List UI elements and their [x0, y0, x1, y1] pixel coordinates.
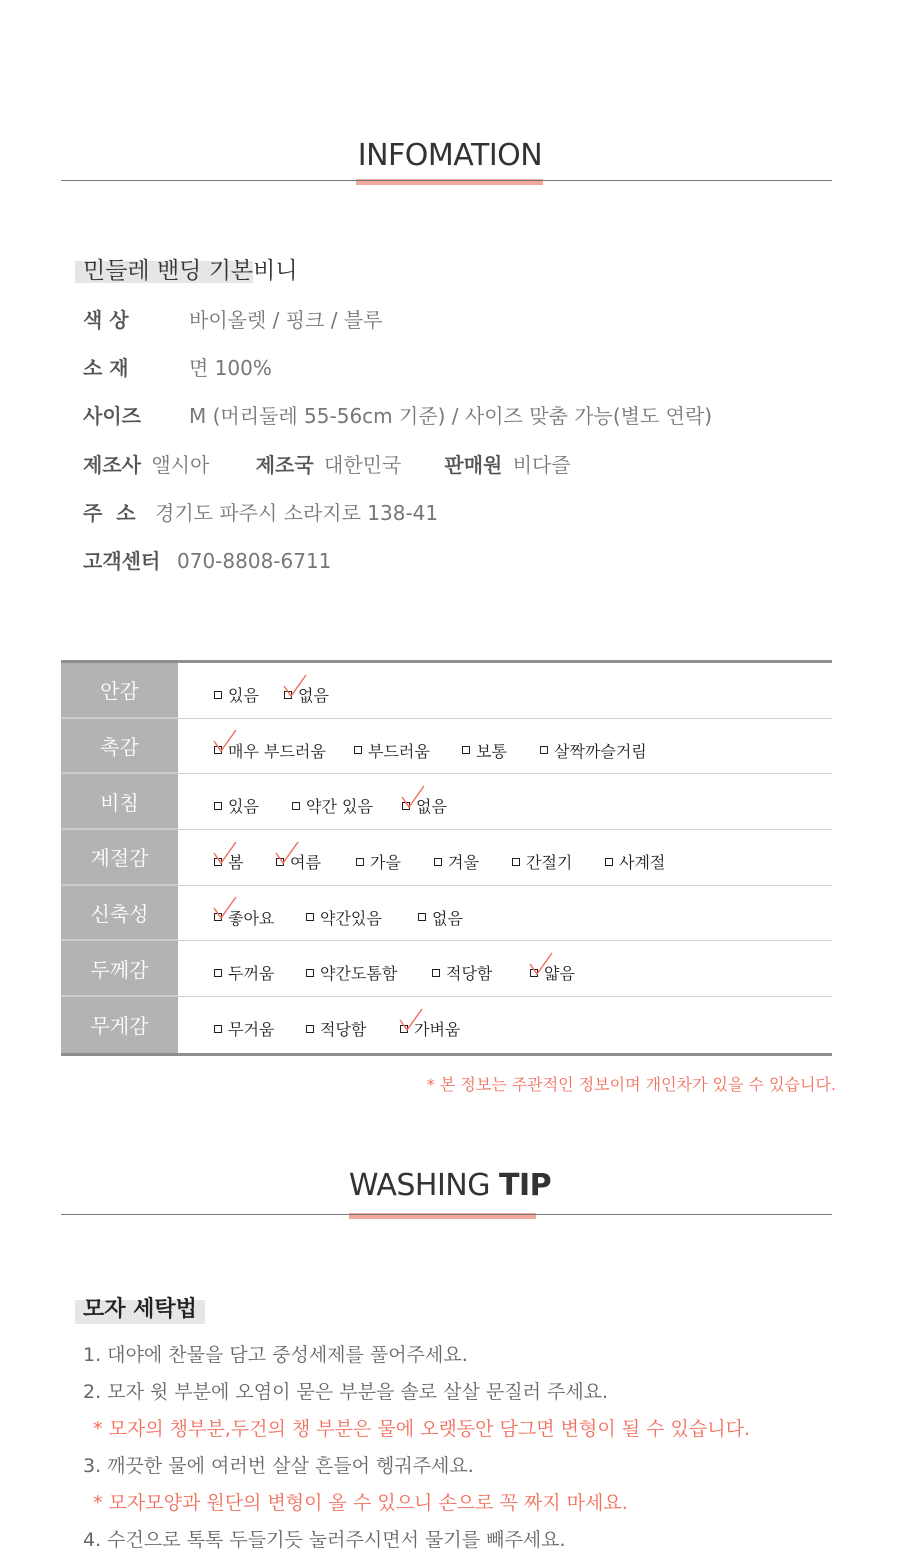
maker-label: 제조사 [83, 453, 141, 477]
spec-row [61, 774, 832, 830]
spec-row-options [178, 774, 832, 829]
spec-option-label: 무거움 [228, 1020, 275, 1040]
material-label: 소 재 [83, 356, 129, 380]
spec-table [61, 660, 832, 1056]
spec-row-options [178, 886, 832, 941]
size-value: M (머리둘레 55-56cm 기준) / 사이즈 맞춤 가능(별도 연락) [189, 404, 713, 428]
spec-row-label: 촉감 [61, 719, 178, 774]
spec-option [462, 739, 507, 762]
checkbox-icon [306, 913, 314, 921]
service-label: 고객센터 [83, 549, 161, 573]
washing-step: 3. 깨끗한 물에 여러번 살살 흔들어 헹궈주세요. [83, 1455, 474, 1477]
spec-row [61, 997, 832, 1053]
spec-row-options [178, 941, 832, 996]
check-mark-icon [401, 785, 425, 811]
spec-option [214, 683, 259, 706]
check-mark-icon [529, 952, 553, 978]
spec-row-label: 두께감 [61, 941, 178, 996]
color-value: 바이올렛 / 핑크 / 블루 [189, 308, 383, 332]
info-section-title: INFOMATION [357, 138, 543, 173]
checkbox-icon [306, 969, 314, 977]
spec-option-label: 사계절 [619, 853, 666, 873]
spec-row-label: 계절감 [61, 830, 178, 885]
spec-row-options [178, 663, 832, 718]
info-row-address [83, 497, 438, 526]
washing-title-word: WASHING [348, 1168, 490, 1203]
product-name: 민들레 밴딩 기본비니 [83, 258, 298, 284]
spec-option [418, 906, 463, 929]
spec-option [512, 850, 572, 873]
washing-step: 2. 모자 윗 부분에 오염이 묻은 부분을 솔로 살살 문질러 주세요. [83, 1381, 609, 1403]
spec-option-label: 부드러움 [368, 741, 430, 761]
checkbox-icon [306, 1025, 314, 1033]
spec-option [214, 739, 326, 762]
seller-label: 판매원 [444, 453, 503, 477]
spec-row-label: 신축성 [61, 886, 178, 941]
spec-option-label: 가벼움 [414, 1020, 461, 1040]
spec-option-label: 있음 [228, 797, 259, 817]
checked-box-icon [284, 691, 292, 699]
spec-option-label: 있음 [228, 686, 259, 705]
spec-option-label: 매우 부드러움 [228, 741, 326, 761]
spec-row [61, 941, 832, 997]
spec-option [356, 850, 401, 873]
spec-row [61, 830, 832, 886]
checkbox-icon [462, 746, 470, 754]
checkbox-icon [356, 858, 364, 866]
spec-option [605, 850, 665, 873]
spec-option [306, 961, 397, 984]
country-value: 대한민국 [324, 453, 402, 477]
spec-option [306, 1017, 366, 1040]
checkbox-icon [605, 858, 613, 866]
spec-option [214, 961, 274, 984]
washing-heading: 모자 세탁법 [83, 1297, 197, 1322]
washing-warning: * 모자의 챙부분,두건의 챙 부분은 물에 오랫동안 담그면 변형이 될 수 있습니다. [93, 1418, 750, 1440]
checkbox-icon [434, 858, 442, 866]
spec-option-label: 적당함 [446, 964, 493, 984]
checkbox-icon [418, 913, 426, 921]
spec-option [434, 850, 479, 873]
check-mark-icon [213, 896, 237, 922]
spec-note: * 본 정보는 주관적인 정보이며 개인차가 있을 수 있습니다. [426, 1075, 836, 1094]
spec-option [306, 906, 382, 929]
country-label: 제조국 [255, 453, 314, 477]
spec-option-label: 간절기 [526, 853, 573, 873]
check-mark-icon [399, 1008, 423, 1034]
washing-step: 1. 대야에 찬물을 담고 중성세제를 풀어주세요. [83, 1344, 468, 1366]
checkbox-icon [540, 746, 548, 754]
spec-row-options [178, 830, 832, 885]
spec-option [284, 683, 329, 706]
address-label: 주 소 [83, 501, 136, 525]
spec-option [354, 739, 430, 762]
spec-option [292, 794, 373, 817]
info-row-service [83, 545, 331, 574]
spec-option [530, 961, 575, 984]
info-row-color [83, 304, 382, 333]
spec-option-label: 적당함 [320, 1020, 367, 1040]
spec-row [61, 663, 832, 719]
spec-option-label: 없음 [432, 908, 463, 928]
spec-option [214, 794, 259, 817]
washing-step: 4. 수건으로 톡톡 두들기듯 눌러주시면서 물기를 빼주세요. [83, 1529, 566, 1551]
checked-box-icon [276, 858, 284, 866]
checked-box-icon [214, 746, 222, 754]
spec-row-label: 무게감 [61, 997, 178, 1053]
spec-option-label: 살짝까슬거림 [554, 741, 647, 761]
spec-option-label: 약간 있음 [306, 797, 373, 817]
checked-box-icon [402, 802, 410, 810]
spec-option-label: 없음 [298, 686, 329, 705]
spec-row [61, 886, 832, 942]
checkbox-icon [214, 691, 222, 699]
spec-option [214, 906, 274, 929]
spec-option [214, 1017, 274, 1040]
size-label: 사이즈 [83, 404, 141, 428]
spec-option-label: 좋아요 [228, 908, 275, 928]
spec-option-label: 가을 [370, 853, 401, 873]
spec-option-label: 두꺼움 [228, 964, 275, 984]
spec-row [61, 719, 832, 775]
info-title-divider [61, 180, 832, 181]
washing-warning: * 모자모양과 원단의 변형이 올 수 있으니 손으로 꼭 짜지 마세요. [93, 1492, 628, 1514]
checkbox-icon [214, 1025, 222, 1033]
info-row-size [83, 400, 712, 429]
checkbox-icon [292, 802, 300, 810]
checked-box-icon [400, 1025, 408, 1033]
spec-row-options [178, 719, 832, 774]
spec-row-options [178, 997, 832, 1053]
service-value: 070-8808-6711 [177, 549, 332, 573]
checked-box-icon [214, 858, 222, 866]
spec-option-label: 여름 [290, 853, 321, 873]
checkbox-icon [214, 969, 222, 977]
checkbox-icon [214, 802, 222, 810]
washing-heading-block [75, 1292, 197, 1323]
spec-option [402, 794, 447, 817]
spec-option [400, 1017, 460, 1040]
maker-value: 앨시아 [151, 453, 210, 477]
washing-section-title [0, 1168, 900, 1203]
spec-option-label: 약간있음 [320, 908, 382, 928]
spec-option [432, 961, 492, 984]
spec-option-label: 얇음 [544, 964, 575, 984]
seller-value: 비다즐 [512, 453, 571, 477]
check-mark-icon [213, 729, 237, 755]
checked-box-icon [214, 913, 222, 921]
spec-option-label: 약간도톰함 [320, 964, 398, 984]
spec-row-label: 안감 [61, 663, 178, 718]
spec-option [214, 850, 243, 873]
info-row-maker [83, 449, 571, 478]
spec-option-label: 보통 [476, 741, 507, 761]
spec-option [276, 850, 321, 873]
spec-option [540, 739, 647, 762]
spec-row-label: 비침 [61, 774, 178, 829]
check-mark-icon [275, 841, 299, 867]
checkbox-icon [354, 746, 362, 754]
check-mark-icon [283, 674, 307, 700]
info-row-material [83, 352, 272, 381]
washing-title-tip: TIP [499, 1168, 552, 1203]
color-label: 색 상 [83, 308, 129, 332]
spec-option-label: 없음 [416, 797, 447, 817]
spec-option-label: 겨울 [448, 853, 479, 873]
product-name-block [75, 252, 298, 282]
address-value: 경기도 파주시 소라지로 138-41 [155, 501, 439, 525]
spec-option-label: 봄 [228, 853, 244, 873]
checkbox-icon [512, 858, 520, 866]
material-value: 면 100% [189, 356, 272, 380]
checked-box-icon [530, 969, 538, 977]
check-mark-icon [213, 841, 237, 867]
washing-title-divider [61, 1214, 832, 1215]
checkbox-icon [432, 969, 440, 977]
